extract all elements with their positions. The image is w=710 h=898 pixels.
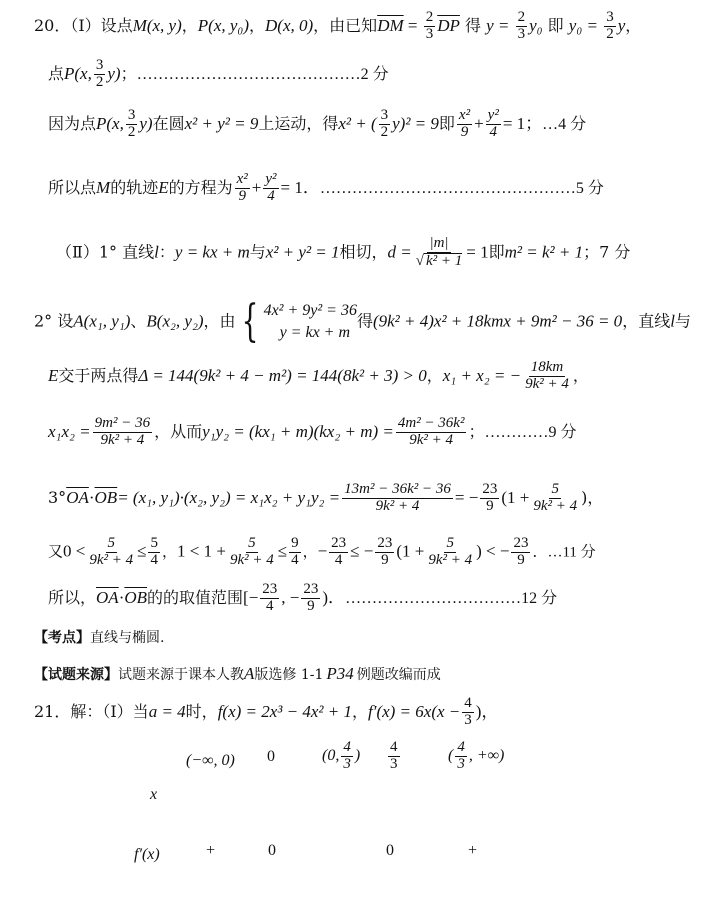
math: · <box>88 487 95 507</box>
text: )， <box>581 487 604 507</box>
text: ，从而 <box>154 421 203 441</box>
math: = 1； <box>502 113 543 133</box>
fraction <box>516 10 528 43</box>
math: = − <box>454 487 479 507</box>
fraction <box>235 172 250 205</box>
denominator: 9 <box>381 551 389 568</box>
math: y) <box>139 113 153 133</box>
text: ；7 分 <box>583 242 631 262</box>
text: (0, <box>322 746 340 764</box>
interval-3 <box>448 740 504 773</box>
vector-OB: $\overline{OB}$ <box>124 587 148 607</box>
denominator: 4 <box>291 551 299 568</box>
sqrt-radicand: k² + 1 <box>426 252 463 269</box>
numerator: 4 <box>343 739 351 755</box>
text: 时， <box>185 701 218 721</box>
text: 与 <box>249 242 266 262</box>
math: y₀ = <box>568 15 603 35</box>
numerator: 2 <box>425 9 434 25</box>
numerator: y² <box>487 107 499 123</box>
math: y = <box>486 15 514 35</box>
numerator: 3 <box>380 107 389 123</box>
math: )． <box>322 587 346 607</box>
numerator: 5 <box>107 535 115 551</box>
score-dots: …4 分 <box>542 115 587 133</box>
math: = 1． <box>280 177 320 197</box>
fraction <box>87 536 135 569</box>
equation-system <box>236 296 357 347</box>
math: M <box>96 177 111 197</box>
numerator: 23 <box>377 535 393 551</box>
fraction <box>228 536 276 569</box>
denominator: 3 <box>425 25 434 42</box>
math: E <box>48 365 59 385</box>
denominator: 9k² + 4 <box>409 431 454 448</box>
sep: ， <box>181 15 198 35</box>
math: (9k² + 4)x² + 18kmx + 9m² − 36 = 0 <box>372 311 623 331</box>
numerator: 4 <box>464 695 472 711</box>
kaodian-label: 【考点】 <box>34 630 90 646</box>
math: (1 + <box>396 541 425 561</box>
denominator: 9 <box>238 187 246 204</box>
interval-1: (−∞, 0) <box>186 752 235 769</box>
q20-line6 <box>34 296 691 347</box>
text: ， <box>572 365 589 385</box>
denominator: 9k² + 4 <box>533 497 578 514</box>
row-label-fprime: f′(x) <box>134 846 160 863</box>
text: ： <box>158 242 175 262</box>
numerator: 23 <box>303 581 319 597</box>
denominator: 9k² + 4 <box>428 551 473 568</box>
text: 交于两点得 <box>58 365 139 385</box>
denominator: 2 <box>127 123 136 140</box>
numerator: y² <box>265 171 277 187</box>
denominator: 4 <box>267 187 275 204</box>
math: B(x₂, y₂) <box>146 311 204 331</box>
vector-OB: $\overline{OB}$ <box>94 487 118 507</box>
q20-line8 <box>48 416 576 449</box>
numerator: 13m² − 36k² − 36 <box>344 481 451 497</box>
denominator: 9 <box>517 551 525 568</box>
math: P34 <box>326 664 354 683</box>
fraction <box>94 58 106 91</box>
denominator: 9k² + 4 <box>375 497 420 514</box>
q20-label: 20．（Ⅰ）设点 <box>34 15 133 35</box>
text: 上运动，得 <box>258 113 339 133</box>
fraction <box>379 108 391 141</box>
fraction <box>480 482 499 515</box>
fraction <box>148 536 160 569</box>
text: , +∞) <box>468 746 505 764</box>
q20-line2 <box>48 58 389 91</box>
sign-cell: + <box>206 842 216 859</box>
math: E <box>158 177 169 197</box>
denominator: 4 <box>334 551 343 568</box>
q20-line10 <box>48 536 596 569</box>
numerator: 4 <box>457 739 465 755</box>
text: 所以点 <box>48 177 97 197</box>
math: A(x₁, y₁) <box>73 311 131 331</box>
text: ； <box>120 63 137 83</box>
q20-line9 <box>48 482 603 515</box>
text: 得 <box>459 15 487 35</box>
denominator: 9k² + 4 <box>229 551 274 568</box>
vector-DM: $\overline{DM}$ <box>377 15 404 35</box>
fraction <box>260 582 279 615</box>
fraction <box>263 172 278 205</box>
score-dots: …………………………………………5 分 <box>319 179 604 197</box>
math: P(x, <box>96 113 124 133</box>
score-dots: ……………………………12 分 <box>345 589 558 607</box>
system-eq2: y = kx + m <box>279 324 351 341</box>
text: 因为点 <box>48 113 97 133</box>
math: ≤ <box>277 541 288 561</box>
denominator: 9k² + 4 <box>100 431 145 448</box>
q21-line1 <box>34 696 498 729</box>
fraction <box>462 696 474 729</box>
fraction <box>457 108 472 141</box>
sign-cell: 0 <box>386 842 394 859</box>
numerator: 9 <box>291 535 299 551</box>
math: x² + y² = 1 <box>265 242 340 262</box>
text: ， <box>351 701 368 721</box>
math: , − <box>281 587 300 607</box>
text: ， <box>161 542 177 561</box>
math: y <box>617 15 626 35</box>
math: ≤ − <box>350 541 374 561</box>
text: 版选修 1-1 <box>254 667 324 683</box>
math: a = 4 <box>148 701 186 721</box>
point-P: P(x, y₀) <box>197 15 249 35</box>
math: P(x, <box>64 63 92 83</box>
q20-line11 <box>48 582 557 615</box>
numerator: 23 <box>482 481 498 497</box>
fraction <box>396 416 467 449</box>
system-eq1: 4x² + 9y² = 36 <box>263 302 357 320</box>
vector-DP: $\overline{DP}$ <box>437 15 460 35</box>
numerator: 3 <box>95 57 104 73</box>
math: (1 + <box>501 487 530 507</box>
fraction <box>289 536 301 569</box>
text: ， <box>625 15 642 35</box>
math: l <box>154 242 159 262</box>
denominator: 9 <box>486 497 494 514</box>
denominator: √ k² + 1 <box>415 252 463 269</box>
denominator: 2 <box>95 73 104 90</box>
math: d = <box>387 242 412 262</box>
text: 相切， <box>339 242 388 262</box>
math: )， <box>475 701 499 721</box>
score-dots: ……………………………………2 分 <box>136 65 389 83</box>
text: ，由 <box>203 311 236 331</box>
score-dots: ．…11 分 <box>532 544 596 561</box>
point-0: 0 <box>267 748 275 765</box>
math: y) <box>107 63 121 83</box>
sign-cell: + <box>468 842 478 859</box>
text: ， <box>302 542 318 561</box>
q20-line4 <box>48 172 604 205</box>
denominator: 3 <box>517 25 526 42</box>
math: f(x) = 2x³ − 4x² + 1 <box>217 701 352 721</box>
math: = (x₁, y₁)·(x₂, y₂) = x₁x₂ + y₁y₂ = <box>117 487 341 507</box>
q20-line7 <box>48 360 589 393</box>
denominator: 9 <box>460 123 469 140</box>
q20-line3 <box>48 108 586 141</box>
fraction <box>424 10 436 43</box>
sign-cell: 0 <box>268 842 276 859</box>
math: Δ = 144(9k² + 4 − m²) = 144(8k² + 3) > 0 <box>138 365 427 385</box>
denominator: 3 <box>390 755 398 772</box>
sep: ， <box>249 15 266 35</box>
text: 又 <box>48 542 64 561</box>
denominator: 4 <box>150 551 158 568</box>
math: y₁y₂ = (kx₁ + m)(kx₂ + m) = <box>202 421 394 441</box>
text: 即 <box>542 15 569 35</box>
text: 即 <box>438 113 455 133</box>
q21-label: 21．解：（Ⅰ）当 <box>34 701 149 721</box>
numerator: 23 <box>513 535 529 551</box>
math: · <box>118 587 125 607</box>
numerator: 23 <box>262 581 278 597</box>
fraction <box>342 482 453 515</box>
math: y₀ <box>529 15 543 35</box>
numerator: |m| <box>429 235 449 251</box>
row-label-x: x <box>150 786 158 803</box>
math: 1 < 1 + <box>177 541 226 561</box>
numerator: 23 <box>331 535 347 551</box>
numerator: 2 <box>517 9 526 25</box>
system-lines <box>264 300 357 343</box>
math: 0 < <box>63 541 86 561</box>
denominator: 4 <box>489 123 497 140</box>
denominator: 9k² + 4 <box>89 551 134 568</box>
math: x² + y² = 9 <box>184 113 259 133</box>
math: y = kx + m <box>174 242 250 262</box>
denominator: 2 <box>380 123 389 140</box>
text: 即 <box>488 242 505 262</box>
math: [− <box>243 587 259 607</box>
denominator: 9k² + 4 <box>525 375 569 392</box>
numerator: 18km <box>530 359 564 375</box>
math: + <box>474 113 484 133</box>
source-label: 【试题来源】 <box>34 667 118 683</box>
fraction <box>388 740 400 773</box>
interval-2 <box>322 740 360 773</box>
fraction <box>511 536 530 569</box>
math: x₁x₂ = <box>48 421 91 441</box>
text: ， <box>426 365 443 385</box>
numerator: 4m² − 36k² <box>397 415 465 431</box>
text: 3° <box>48 487 67 507</box>
numerator: x² <box>236 171 248 187</box>
math: m² = k² + 1 <box>504 242 584 262</box>
numerator: 5 <box>446 535 454 551</box>
math: ) < − <box>476 541 510 561</box>
numerator: 5 <box>150 535 158 551</box>
text: 得 <box>356 311 373 331</box>
text: 点 <box>48 63 65 83</box>
fraction <box>126 108 138 141</box>
fraction <box>375 536 394 569</box>
fraction <box>426 536 474 569</box>
math: x² + ( <box>338 113 377 133</box>
q20-line5 <box>56 236 630 270</box>
vector-OA: $\overline{OA}$ <box>66 487 89 507</box>
fraction <box>604 10 616 43</box>
fraction <box>523 360 571 393</box>
fraction <box>531 482 579 515</box>
text: ) <box>354 746 361 764</box>
text: 例题改编而成 <box>356 667 441 683</box>
math: x₁ + x₂ = − <box>442 365 522 385</box>
numerator: 9m² − 36 <box>94 415 151 431</box>
fraction <box>341 740 353 773</box>
text: 的的取值范围 <box>147 587 244 607</box>
q20-line1 <box>34 10 641 43</box>
text: ( <box>448 746 454 764</box>
denominator: 9 <box>307 597 315 614</box>
math: − <box>317 541 328 561</box>
fraction <box>455 740 467 773</box>
source-line <box>34 664 441 684</box>
kaodian-text: 直线与椭圆. <box>90 630 165 646</box>
math: f′(x) = 6x(x − <box>368 701 461 721</box>
fraction <box>414 236 465 270</box>
brace: { <box>241 296 258 347</box>
score-dots: ；…………9 分 <box>468 423 577 441</box>
numerator: 3 <box>606 9 614 25</box>
numerator: 3 <box>127 107 136 123</box>
denominator: 2 <box>606 25 614 42</box>
denominator: 3 <box>464 711 472 728</box>
math: ≤ <box>137 541 147 561</box>
text: 的方程为 <box>168 177 233 197</box>
point-D: D(x, 0) <box>265 15 314 35</box>
numerator: x² <box>458 107 471 123</box>
point-4-3 <box>386 740 402 773</box>
denominator: 3 <box>457 755 465 772</box>
text: 2° 设 <box>34 311 74 331</box>
point-M: M(x, y) <box>132 15 182 35</box>
text: 所以， <box>48 587 97 607</box>
text: 的轨迹 <box>110 177 159 197</box>
text: ，直线 <box>622 311 671 331</box>
eq: = <box>403 15 422 35</box>
numerator: 5 <box>551 481 559 497</box>
math: A <box>244 664 255 683</box>
denominator: 3 <box>343 755 351 772</box>
text: （Ⅱ）1° 直线 <box>56 242 155 262</box>
fraction <box>329 536 348 569</box>
math: + <box>251 177 262 197</box>
fraction <box>93 416 152 449</box>
numerator: 5 <box>248 535 256 551</box>
text: ，由已知 <box>313 15 378 35</box>
text: 在圆 <box>152 113 185 133</box>
vector-OA: $\overline{OA}$ <box>96 587 119 607</box>
math: y)² = 9 <box>392 113 439 133</box>
text: 与 <box>674 311 691 331</box>
math: = 1 <box>466 242 489 262</box>
fraction <box>301 582 320 615</box>
kaodian-line <box>34 630 164 647</box>
math: l <box>670 311 675 331</box>
numerator: 4 <box>390 739 398 755</box>
text: 试题来源于课本人教 <box>118 667 244 683</box>
text: 、 <box>130 311 147 331</box>
denominator: 4 <box>266 597 274 614</box>
fraction <box>486 108 501 141</box>
